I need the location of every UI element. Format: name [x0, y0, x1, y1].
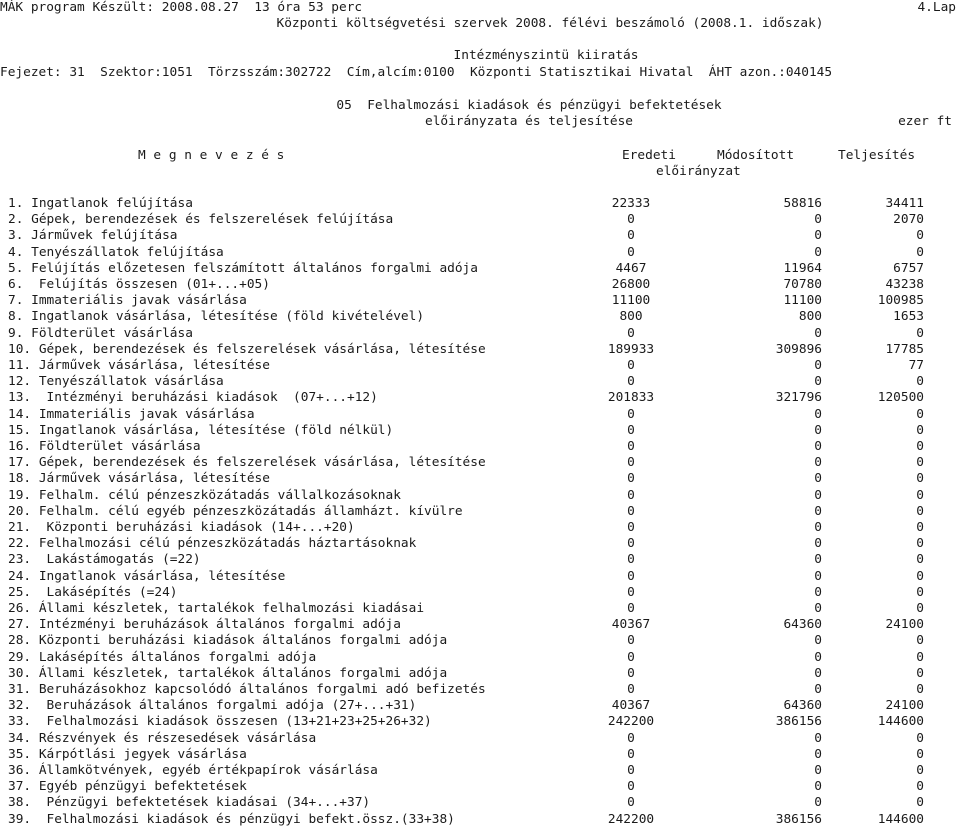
column-header-name: M e g n e v e z é s — [138, 148, 285, 163]
actual-value: 0 — [916, 779, 924, 795]
row-label: 11. Járművek vásárlása, létesítése — [8, 358, 270, 373]
original-appropriation-value: 0 — [627, 406, 635, 422]
report-title: 05 Felhalmozási kiadások és pénzügyi befektetések — [336, 98, 722, 113]
actual-value: 0 — [916, 520, 924, 535]
table-row — [0, 812, 960, 828]
row-label: 7. Immateriális javak vásárlása — [8, 293, 247, 309]
column-header-original: Eredeti — [622, 148, 676, 163]
row-label: 6. Felújítás összesen (01+...+05) — [8, 277, 270, 292]
modified-appropriation-value: 0 — [814, 228, 822, 244]
row-label: 36. Államkötvények, egyéb értékpapírok vásárlása — [8, 763, 378, 778]
row-label: 17. Gépek, berendezések és felszerelések vásárlása, létesítése — [8, 455, 486, 471]
modified-appropriation-value: 0 — [814, 471, 822, 487]
row-label: 20. Felhalm. célú egyéb pénzeszközátadás államházt. kívülre — [8, 503, 463, 519]
row-label: 25. Lakásépítés (=24) — [8, 584, 178, 600]
original-appropriation-value: 0 — [627, 422, 635, 438]
row-label: 33. Felhalmozási kiadások összesen (13+21+23+25+26+32) — [8, 714, 432, 730]
modified-appropriation-value: 0 — [814, 568, 822, 584]
table-row — [0, 358, 960, 374]
table-row — [0, 196, 960, 212]
modified-appropriation-value: 0 — [814, 358, 822, 373]
row-label: 26. Állami készletek, tartalékok felhalmozási kiadásai — [8, 601, 425, 616]
modified-appropriation-value: 0 — [814, 779, 822, 795]
table-row — [0, 569, 960, 585]
program-info: MÁK program Készült: 2008.08.27 13 óra 53 perc — [0, 0, 363, 15]
table-row — [0, 309, 960, 325]
actual-value: 0 — [916, 439, 924, 454]
original-appropriation-value: 0 — [627, 601, 635, 616]
table-row — [0, 390, 960, 406]
original-appropriation-value: 0 — [627, 536, 635, 552]
modified-appropriation-value: 0 — [814, 763, 822, 778]
page-number: 4.Lap — [917, 0, 956, 15]
original-appropriation-value: 0 — [627, 730, 635, 746]
row-label: 5. Felújítás előzetesen felszámított általános forgalmi adója — [8, 260, 478, 276]
table-row — [0, 326, 960, 342]
column-header-actual: Teljesítés — [838, 148, 916, 163]
original-appropriation-value: 22333 — [611, 196, 651, 211]
original-appropriation-value: 0 — [627, 212, 635, 228]
row-label: 27. Intézményi beruházások általános forgalmi adója — [8, 617, 401, 633]
row-label: 19. Felhalm. célú pénzeszközátadás vállalkozásoknak — [8, 487, 401, 503]
row-label: 8. Ingatlanok vásárlása, létesítése (föld kivételével) — [8, 309, 425, 325]
modified-appropriation-value: 800 — [798, 309, 822, 325]
row-label: 24. Ingatlanok vásárlása, létesítése — [8, 568, 286, 584]
row-label: 16. Földterület vásárlása — [8, 439, 201, 454]
actual-value: 0 — [916, 228, 924, 244]
actual-value: 1653 — [893, 309, 924, 325]
original-appropriation-value: 0 — [627, 520, 635, 535]
table-row — [0, 601, 960, 617]
row-label: 21. Központi beruházási kiadások (14+...+20) — [8, 520, 355, 535]
report-level: Intézményszintü kiiratás — [453, 48, 639, 63]
modified-appropriation-value: 321796 — [775, 390, 822, 406]
row-label: 23. Lakástámogatás (=22) — [8, 552, 201, 568]
actual-value: 0 — [916, 244, 924, 260]
table-row — [0, 779, 960, 795]
actual-value: 0 — [916, 795, 924, 811]
modified-appropriation-value: 0 — [814, 406, 822, 422]
table-row — [0, 471, 960, 487]
table-row — [0, 423, 960, 439]
table-row — [0, 682, 960, 698]
modified-appropriation-value: 386156 — [775, 811, 822, 827]
actual-value: 0 — [916, 325, 924, 341]
modified-appropriation-value: 0 — [814, 536, 822, 552]
actual-value: 0 — [916, 649, 924, 665]
original-appropriation-value: 0 — [627, 374, 635, 390]
actual-value: 0 — [916, 503, 924, 519]
actual-value: 24100 — [885, 617, 924, 633]
table-row — [0, 795, 960, 811]
original-appropriation-value: 0 — [627, 552, 635, 568]
original-appropriation-value: 242200 — [607, 811, 655, 827]
table-row — [0, 552, 960, 568]
modified-appropriation-value: 0 — [814, 244, 822, 260]
actual-value: 24100 — [885, 698, 924, 714]
table-row — [0, 650, 960, 666]
table-row — [0, 212, 960, 228]
row-label: 39. Felhalmozási kiadások és pénzügyi befekt.össz.(33+38) — [8, 811, 455, 827]
column-header-subtitle: előirányzat — [656, 164, 741, 179]
row-label: 9. Földterület vásárlása — [8, 325, 193, 341]
actual-value: 120500 — [877, 390, 924, 406]
actual-value: 77 — [908, 358, 924, 373]
row-label: 37. Egyéb pénzügyi befektetések — [8, 779, 247, 795]
actual-value: 0 — [916, 552, 924, 568]
row-label: 12. Tenyészállatok vásárlása — [8, 374, 224, 390]
original-appropriation-value: 40367 — [611, 617, 651, 633]
actual-value: 144600 — [877, 714, 924, 730]
modified-appropriation-value: 0 — [814, 649, 822, 665]
modified-appropriation-value: 0 — [814, 795, 822, 811]
row-label: 15. Ingatlanok vásárlása, létesítése (föld nélkül) — [8, 422, 394, 438]
report-subtitle: Központi költségvetési szervek 2008. félévi beszámoló (2008.1. időszak) — [276, 16, 824, 31]
modified-appropriation-value: 0 — [814, 682, 822, 697]
table-row — [0, 488, 960, 504]
table-row — [0, 731, 960, 747]
modified-appropriation-value: 0 — [814, 746, 822, 762]
table-row — [0, 763, 960, 779]
actual-value: 43238 — [885, 277, 924, 292]
table-row — [0, 342, 960, 358]
original-appropriation-value: 0 — [627, 746, 635, 762]
modified-appropriation-value: 309896 — [775, 341, 822, 357]
original-appropriation-value: 0 — [627, 455, 635, 471]
table-row — [0, 633, 960, 649]
original-appropriation-value: 0 — [627, 439, 635, 454]
modified-appropriation-value: 64360 — [783, 617, 822, 633]
actual-value: 144600 — [877, 811, 924, 827]
actual-value: 6757 — [893, 260, 924, 276]
modified-appropriation-value: 0 — [814, 212, 822, 228]
original-appropriation-value: 0 — [627, 763, 635, 778]
actual-value: 0 — [916, 665, 924, 681]
actual-value: 0 — [916, 568, 924, 584]
original-appropriation-value: 0 — [627, 633, 635, 649]
table-row — [0, 520, 960, 536]
modified-appropriation-value: 0 — [814, 422, 822, 438]
modified-appropriation-value: 0 — [814, 487, 822, 503]
actual-value: 0 — [916, 406, 924, 422]
table-row — [0, 407, 960, 423]
actual-value: 0 — [916, 763, 924, 778]
original-appropriation-value: 0 — [627, 228, 635, 244]
actual-value: 0 — [916, 746, 924, 762]
modified-appropriation-value: 11100 — [783, 293, 822, 309]
modified-appropriation-value: 0 — [814, 552, 822, 568]
table-row — [0, 585, 960, 601]
table-row — [0, 455, 960, 471]
original-appropriation-value: 0 — [627, 779, 635, 795]
original-appropriation-value: 11100 — [611, 293, 651, 309]
table-row — [0, 698, 960, 714]
original-appropriation-value: 800 — [619, 309, 643, 325]
row-label: 1. Ingatlanok felújítása — [8, 196, 193, 211]
original-appropriation-value: 0 — [627, 487, 635, 503]
modified-appropriation-value: 0 — [814, 374, 822, 390]
modified-appropriation-value: 0 — [814, 325, 822, 341]
table-row — [0, 245, 960, 261]
table-row — [0, 261, 960, 277]
original-appropriation-value: 4467 — [615, 260, 647, 276]
row-label: 32. Beruházások általános forgalmi adója (27+...+31) — [8, 698, 417, 714]
table-row — [0, 747, 960, 763]
actual-value: 17785 — [885, 341, 924, 357]
original-appropriation-value: 189933 — [607, 341, 655, 357]
actual-value: 100985 — [877, 293, 924, 309]
actual-value: 0 — [916, 601, 924, 616]
actual-value: 0 — [916, 730, 924, 746]
row-label: 35. Kárpótlási jegyek vásárlása — [8, 746, 247, 762]
original-appropriation-value: 0 — [627, 503, 635, 519]
modified-appropriation-value: 0 — [814, 584, 822, 600]
original-appropriation-value: 0 — [627, 471, 635, 487]
modified-appropriation-value: 64360 — [783, 698, 822, 714]
actual-value: 0 — [916, 536, 924, 552]
actual-value: 0 — [916, 471, 924, 487]
actual-value: 0 — [916, 487, 924, 503]
modified-appropriation-value: 0 — [814, 520, 822, 535]
table-row — [0, 666, 960, 682]
table-row — [0, 374, 960, 390]
original-appropriation-value: 0 — [627, 568, 635, 584]
row-label: 10. Gépek, berendezések és felszerelések vásárlása, létesítése — [8, 341, 486, 357]
original-appropriation-value: 0 — [627, 244, 635, 260]
original-appropriation-value: 0 — [627, 665, 635, 681]
unit-label: ezer ft — [898, 114, 952, 129]
original-appropriation-value: 40367 — [611, 698, 651, 714]
actual-value: 0 — [916, 455, 924, 471]
original-appropriation-value: 0 — [627, 584, 635, 600]
modified-appropriation-value: 0 — [814, 665, 822, 681]
row-label: 18. Járművek vásárlása, létesítése — [8, 471, 270, 487]
row-label: 29. Lakásépítés általános forgalmi adója — [8, 649, 317, 665]
row-label: 38. Pénzügyi befektetések kiadásai (34+...+37) — [8, 795, 371, 811]
row-label: 34. Részvények és részesedések vásárlása — [8, 730, 317, 746]
table-row — [0, 439, 960, 455]
row-label: 4. Tenyészállatok felújítása — [8, 244, 224, 260]
original-appropriation-value: 0 — [627, 682, 635, 697]
row-label: 2. Gépek, berendezések és felszerelések felújítása — [8, 212, 394, 228]
table-row — [0, 228, 960, 244]
actual-value: 0 — [916, 682, 924, 697]
report-title-second-line: előirányzata és teljesítése — [424, 114, 634, 129]
original-appropriation-value: 242200 — [607, 714, 655, 730]
institution-id-line: Fejezet: 31 Szektor:1051 Törzsszám:302722 Cím,alcím:0100 Központi Statisztikai Hivatal ÁHT azon.:040145 — [0, 65, 833, 80]
original-appropriation-value: 26800 — [611, 277, 651, 292]
modified-appropriation-value: 0 — [814, 633, 822, 649]
actual-value: 0 — [916, 374, 924, 390]
row-label: 3. Járművek felújítása — [8, 228, 178, 244]
modified-appropriation-value: 11964 — [783, 260, 822, 276]
actual-value: 0 — [916, 584, 924, 600]
modified-appropriation-value: 0 — [814, 601, 822, 616]
column-header-modified: Módosított — [717, 148, 795, 163]
modified-appropriation-value: 386156 — [775, 714, 822, 730]
row-label: 31. Beruházásokhoz kapcsolódó általános forgalmi adó befizetés — [8, 682, 486, 697]
table-row — [0, 714, 960, 730]
actual-value: 0 — [916, 633, 924, 649]
table-row — [0, 504, 960, 520]
row-label: 28. Központi beruházási kiadások általános forgalmi adója — [8, 633, 448, 649]
original-appropriation-value: 0 — [627, 358, 635, 373]
modified-appropriation-value: 0 — [814, 439, 822, 454]
actual-value: 0 — [916, 422, 924, 438]
modified-appropriation-value: 0 — [814, 503, 822, 519]
row-label: 13. Intézményi beruházási kiadások (07+...+12) — [8, 390, 378, 406]
actual-value: 2070 — [893, 212, 924, 228]
modified-appropriation-value: 0 — [814, 455, 822, 471]
row-label: 22. Felhalmozási célú pénzeszközátadás háztartásoknak — [8, 536, 417, 552]
table-row — [0, 293, 960, 309]
table-row — [0, 277, 960, 293]
table-row — [0, 536, 960, 552]
original-appropriation-value: 201833 — [607, 390, 655, 406]
table-row — [0, 617, 960, 633]
row-label: 30. Állami készletek, tartalékok általános forgalmi adója — [8, 665, 448, 681]
original-appropriation-value: 0 — [627, 325, 635, 341]
modified-appropriation-value: 70780 — [783, 277, 822, 292]
actual-value: 34411 — [885, 196, 924, 211]
original-appropriation-value: 0 — [627, 795, 635, 811]
original-appropriation-value: 0 — [627, 649, 635, 665]
modified-appropriation-value: 58816 — [783, 196, 822, 211]
modified-appropriation-value: 0 — [814, 730, 822, 746]
row-label: 14. Immateriális javak vásárlása — [8, 406, 255, 422]
